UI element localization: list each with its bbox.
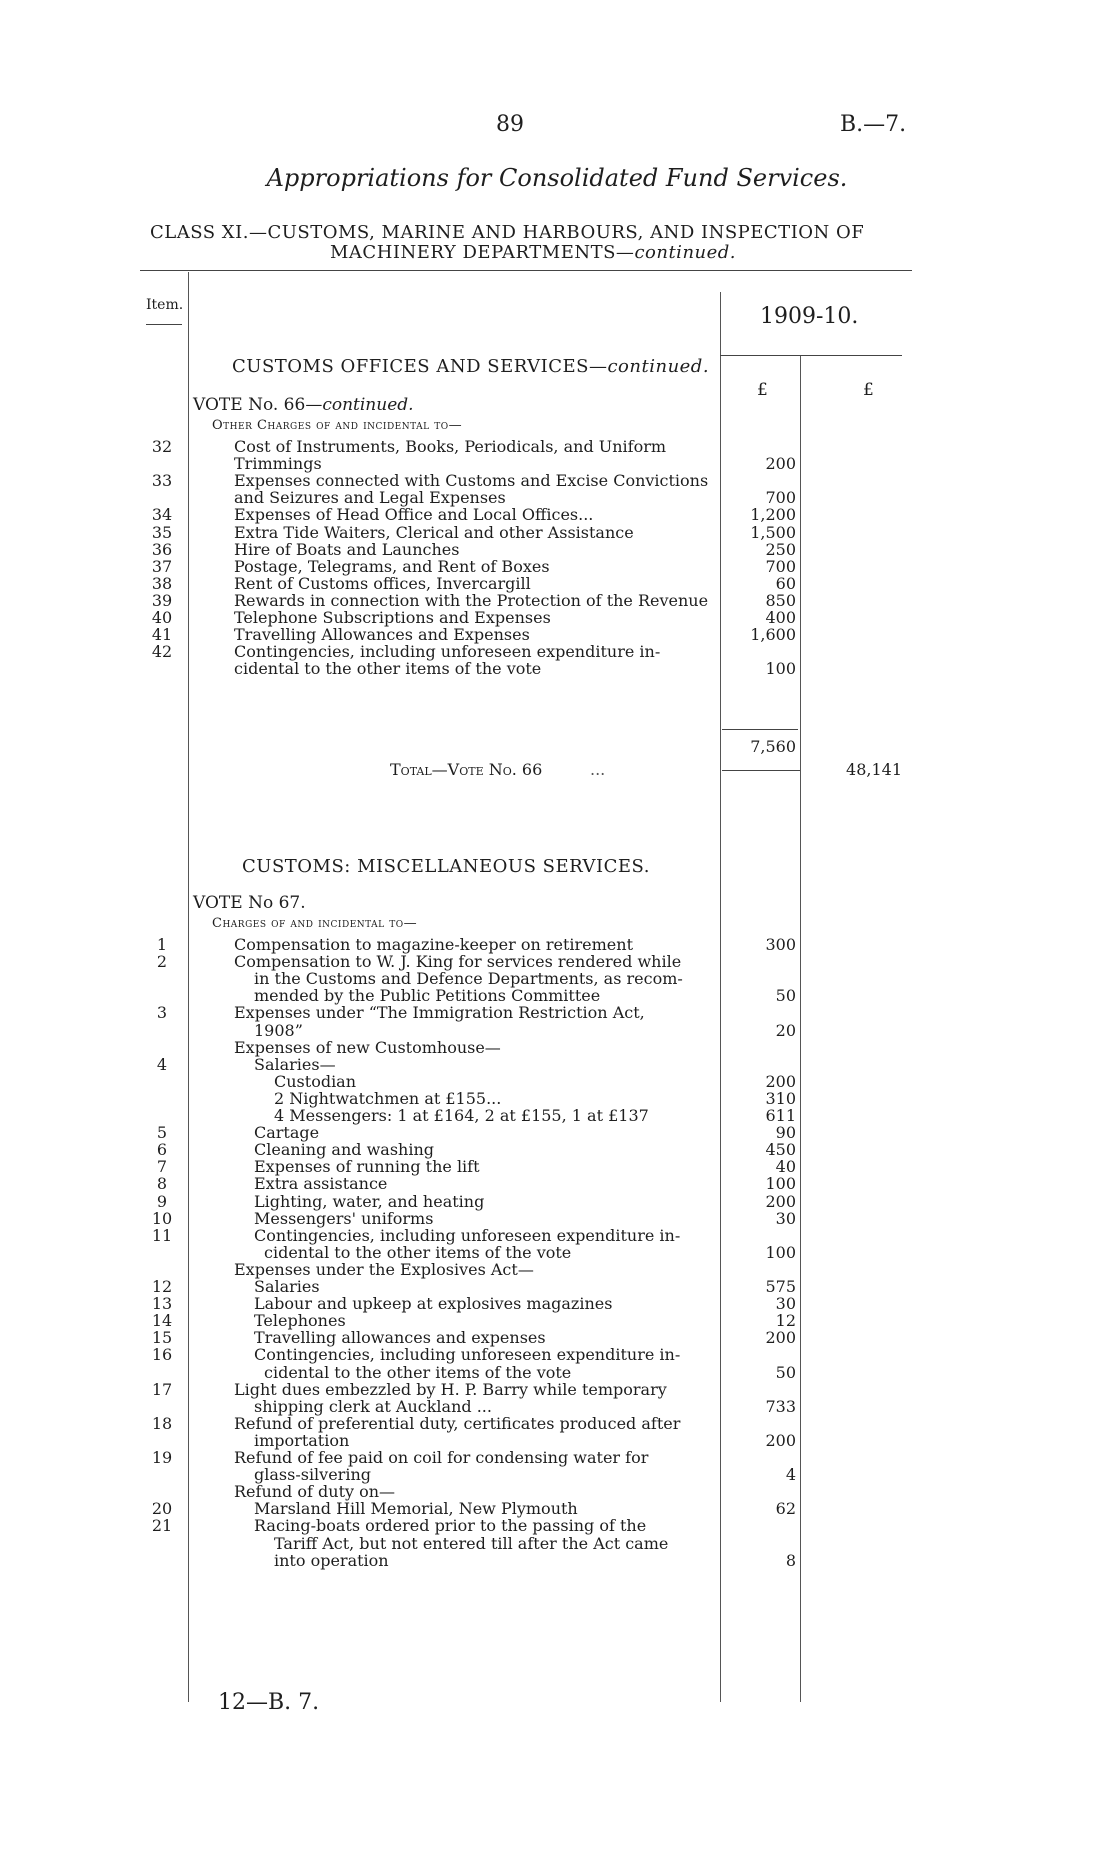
item-amount: 200 [765, 1071, 796, 1091]
item-number: 12 [151, 1277, 173, 1296]
item-description: Travelling Allowances and Expenses [234, 625, 530, 645]
item-amount: 40 [775, 1157, 796, 1177]
vote-66-continued: continued. [322, 395, 414, 415]
item-number: 4 [156, 1054, 168, 1074]
section-heading-customs-offices [232, 356, 709, 377]
item-number: 21 [151, 1516, 173, 1536]
item-description: 2 Nightwatchmen at £155... [274, 1088, 502, 1108]
item-amount: 310 [765, 1088, 796, 1108]
item-description: Light dues embezzled by H. P. Barry while temporary [234, 1379, 667, 1399]
section-heading-customs-misc: CUSTOMS: MISCELLANEOUS SERVICES. [242, 856, 650, 877]
item-description: Expenses of running the lift [254, 1157, 480, 1177]
item-description: shipping clerk at Auckland ... [254, 1396, 492, 1416]
item-description: cidental to the other items of the vote [234, 659, 542, 679]
item-number: 15 [151, 1328, 173, 1348]
item-number: 8 [156, 1174, 168, 1194]
class-heading-line2-continued: continued. [634, 242, 737, 263]
item-description: Expenses under the Explosives Act— [234, 1259, 534, 1279]
item-amount: 60 [775, 573, 796, 593]
item-number: 32 [151, 437, 173, 456]
item-number: 10 [151, 1208, 173, 1228]
item-amount: 200 [765, 1191, 796, 1211]
item-description: Expenses connected with Customs and Excise Convictions [234, 471, 709, 491]
item-amount: 100 [765, 1174, 796, 1194]
item-amount: 700 [765, 556, 796, 576]
item-description: Messengers' uniforms [254, 1208, 434, 1228]
item-number: 17 [151, 1379, 173, 1399]
vote-66-subtotal: 7,560 [750, 737, 796, 756]
item-description: glass-silvering [254, 1465, 371, 1485]
item-description: Telephone Subscriptions and Expenses [234, 608, 551, 627]
item-description: Hire of Boats and Launches [234, 539, 460, 559]
vote-66-total: 48,141 [846, 760, 902, 779]
vote-66-label: VOTE No. 66— [193, 395, 323, 415]
currency-header-col2: £ [863, 380, 874, 400]
page-number: 89 [496, 112, 524, 137]
item-number: 1 [156, 935, 168, 954]
item-amount: 400 [765, 608, 796, 627]
document-reference: B.—7. [840, 112, 907, 137]
item-description: Contingencies, including unforeseen expenditure in- [254, 1225, 681, 1245]
item-amount: 611 [765, 1106, 796, 1125]
class-heading-line2 [330, 242, 736, 263]
vote-66-total-label: Total—Vote No. 66 [390, 760, 543, 779]
class-heading-line2-main: MACHINERY DEPARTMENTS— [330, 242, 635, 263]
item-number: 38 [151, 573, 173, 593]
item-description: in the Customs and Defence Departments, as recom- [254, 969, 683, 989]
vote-66-total-dots: ... [590, 760, 606, 779]
item-description: cidental to the other items of the vote [264, 1362, 572, 1382]
year-column-header: 1909-10. [760, 304, 859, 329]
item-amount: 30 [775, 1294, 796, 1314]
item-number: 3 [156, 1003, 168, 1023]
item-number: 13 [151, 1294, 173, 1314]
item-amount: 12 [775, 1311, 796, 1331]
item-amount: 733 [765, 1396, 796, 1416]
item-amount: 62 [775, 1499, 796, 1519]
item-amount: 300 [765, 935, 796, 954]
item-amount: 1,200 [750, 505, 796, 525]
item-description: into operation [274, 1550, 389, 1570]
item-description: Lighting, water, and heating [254, 1191, 485, 1211]
item-amount: 200 [765, 1430, 796, 1450]
class-heading-line1: CLASS XI.—CUSTOMS, MARINE AND HARBOURS, AND INSPECTION OF [150, 222, 865, 243]
item-amount: 450 [765, 1140, 796, 1160]
page-title: Appropriations for Consolidated Fund Services. [266, 164, 848, 192]
table-row [0, 1551, 1114, 1571]
item-description: Custodian [274, 1071, 357, 1091]
item-number: 6 [156, 1140, 168, 1160]
item-description: importation [254, 1430, 350, 1450]
item-description: Contingencies, including unforeseen expenditure in- [234, 642, 661, 662]
item-amount: 200 [765, 454, 796, 474]
item-number: 40 [151, 608, 173, 627]
item-number: 18 [151, 1413, 173, 1433]
vote-66-heading [193, 395, 414, 415]
item-number: 5 [156, 1123, 168, 1143]
item-description: Marsland Hill Memorial, New Plymouth [254, 1499, 578, 1519]
item-amount: 250 [765, 539, 796, 559]
item-description: and Seizures and Legal Expenses [234, 488, 506, 508]
item-number: 33 [151, 471, 173, 491]
item-description: Refund of preferential duty, certificates produced after [234, 1413, 681, 1433]
item-description: Refund of duty on— [234, 1482, 396, 1502]
vote-66-charges-label: Other Charges of and incidental to— [212, 418, 463, 433]
item-amount: 700 [765, 488, 796, 508]
item-number: 11 [151, 1225, 173, 1245]
item-number: 7 [156, 1157, 168, 1177]
item-amount: 100 [765, 659, 796, 679]
item-description: Labour and upkeep at explosives magazines [254, 1294, 613, 1314]
item-description: Refund of fee paid on coil for condensing water for [234, 1448, 649, 1467]
item-amount: 575 [765, 1277, 796, 1296]
item-description: Extra assistance [254, 1174, 388, 1194]
item-amount: 100 [765, 1242, 796, 1262]
item-header-underline [146, 324, 182, 325]
item-amount: 50 [775, 986, 796, 1006]
item-description: Salaries [254, 1277, 320, 1296]
item-description: Expenses of Head Office and Local Offices... [234, 505, 594, 525]
item-description: Tariff Act, but not entered till after the Act came [274, 1533, 669, 1553]
item-description: Trimmings [234, 454, 322, 474]
item-description: Postage, Telegrams, and Rent of Boxes [234, 556, 550, 576]
item-description: Contingencies, including unforeseen expenditure in- [254, 1345, 681, 1365]
item-amount: 8 [785, 1550, 796, 1570]
item-description: Telephones [254, 1311, 346, 1331]
item-number: 14 [151, 1311, 173, 1331]
item-amount: 90 [775, 1123, 796, 1143]
item-description: Salaries— [254, 1054, 336, 1074]
item-description: Travelling allowances and expenses [254, 1328, 546, 1348]
item-number: 2 [156, 952, 168, 972]
item-description: Racing-boats ordered prior to the passing of the [254, 1516, 647, 1536]
item-description: Cleaning and washing [254, 1140, 435, 1160]
item-description: Compensation to W. J. King for services rendered while [234, 952, 682, 972]
item-number: 39 [151, 590, 173, 610]
item-amount: 200 [765, 1328, 796, 1348]
table-top-rule [140, 270, 912, 271]
item-number: 37 [151, 556, 173, 576]
item-description: Expenses under “The Immigration Restriction Act, [234, 1003, 645, 1023]
item-amount: 850 [765, 590, 796, 610]
table-row [0, 659, 1114, 679]
item-column-header: Item. [146, 297, 184, 313]
item-amount: 1,500 [750, 522, 796, 542]
item-number: 34 [151, 505, 173, 525]
signature-mark: 12—B. 7. [218, 1690, 320, 1715]
vote-66-column-total-rule-top [722, 729, 798, 730]
item-number: 20 [151, 1499, 173, 1519]
item-number: 16 [151, 1345, 173, 1365]
item-description: 4 Messengers: 1 at £164, 2 at £155, 1 at £137 [274, 1106, 649, 1125]
currency-header-col1: £ [757, 380, 768, 400]
item-description: Expenses of new Customhouse— [234, 1037, 501, 1057]
item-description: Cartage [254, 1123, 320, 1143]
item-amount: 4 [785, 1465, 796, 1485]
item-description: Extra Tide Waiters, Clerical and other Assistance [234, 522, 634, 542]
vote-66-column-total-rule-bottom [722, 770, 800, 771]
item-description: 1908” [254, 1020, 303, 1040]
item-description: Rent of Customs offices, Invercargill [234, 573, 531, 593]
item-amount: 50 [775, 1362, 796, 1382]
item-description: cidental to the other items of the vote [264, 1242, 572, 1262]
item-number: 36 [151, 539, 173, 559]
item-description: Compensation to magazine-keeper on retirement [234, 935, 634, 954]
item-amount: 1,600 [750, 625, 796, 645]
item-number: 35 [151, 522, 173, 542]
vote-67-charges-label: Charges of and incidental to— [212, 916, 418, 931]
section-heading-text: CUSTOMS OFFICES AND SERVICES— [232, 356, 608, 377]
item-number: 42 [151, 642, 173, 662]
item-number: 41 [151, 625, 173, 645]
item-description: mended by the Public Petitions Committee [254, 986, 601, 1006]
item-amount: 20 [775, 1020, 796, 1040]
item-number: 9 [156, 1191, 168, 1211]
vote-67-heading: VOTE No 67. [193, 893, 306, 913]
item-number: 19 [151, 1448, 173, 1467]
year-header-underline [720, 355, 902, 356]
item-description: Rewards in connection with the Protection of the Revenue [234, 590, 709, 610]
item-amount: 30 [775, 1208, 796, 1228]
section-heading-continued: continued. [607, 356, 710, 377]
item-description: Cost of Instruments, Books, Periodicals, and Uniform [234, 437, 667, 456]
